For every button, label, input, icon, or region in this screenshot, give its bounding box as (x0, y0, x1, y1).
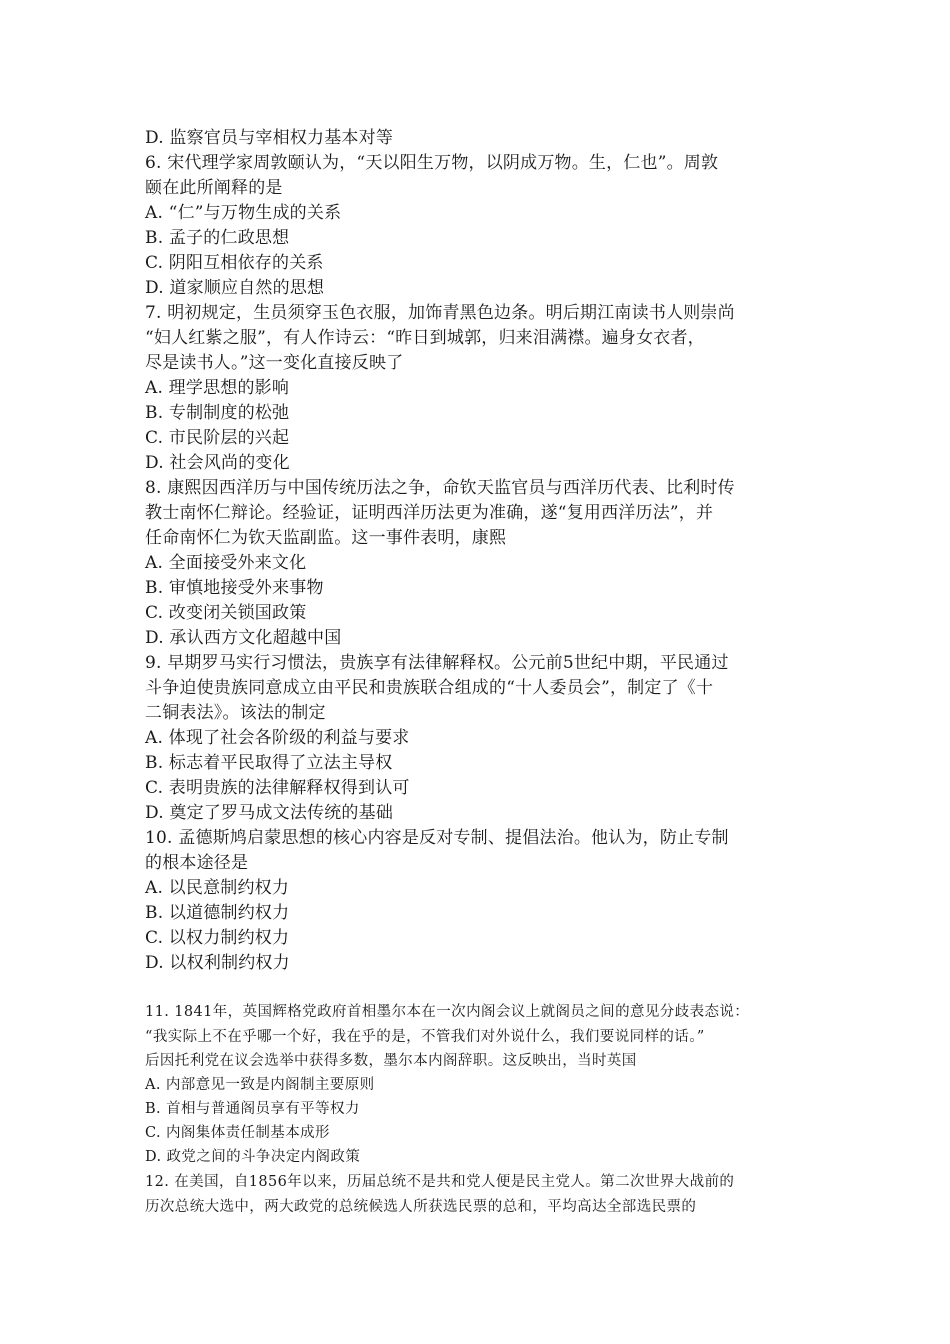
option-line: B. 专制制度的松弛 (145, 403, 290, 423)
option-line: A. 以民意制约权力 (145, 878, 290, 898)
option-line: B. 审慎地接受外来事物 (145, 578, 324, 598)
question-9-stem: 斗争迫使贵族同意成立由平民和贵族联合组成的“十人委员会”，制定了《十 (145, 678, 714, 698)
option-line: D. 社会风尚的变化 (145, 453, 290, 473)
question-9-stem: 9. 早期罗马实行习惯法，贵族享有法律解释权。公元前5世纪中期，平民通过 (145, 653, 729, 673)
option-line: D. 道家顺应自然的思想 (145, 278, 325, 298)
option-line: C. 表明贵族的法律解释权得到认可 (145, 778, 410, 798)
option-line: D. 政党之间的斗争决定内阁政策 (145, 1149, 361, 1165)
option-line: C. 阴阳互相依存的关系 (145, 253, 324, 273)
question-6-stem: 6. 宋代理学家周敦颐认为，“天以阳生万物，以阴成万物。生，仁也”。周敦 (145, 153, 719, 173)
option-line: C. 内阁集体责任制基本成形 (145, 1125, 330, 1141)
option-line: C. 以权力制约权力 (145, 928, 290, 948)
option-line: B. 标志着平民取得了立法主导权 (145, 753, 393, 773)
question-10-stem: 10. 孟德斯鸠启蒙思想的核心内容是反对专制、提倡法治。他认为，防止专制 (145, 828, 729, 848)
question-12-stem: 历次总统大选中，两大政党的总统候选人所获选民票的总和，平均高达全部选民票的 (145, 1199, 697, 1215)
option-line: A. 体现了社会各阶级的利益与要求 (145, 728, 410, 748)
question-9-stem: 二铜表法》。该法的制定 (145, 703, 326, 723)
option-line: A. 理学思想的影响 (145, 378, 290, 398)
question-12-stem: 12. 在美国，自1856年以来，历届总统不是共和党人便是民主党人。第二次世界大战前的 (145, 1174, 735, 1190)
question-11-stem: 后因托利党在议会选举中获得多数，墨尔本内阁辞职。这反映出，当时英国 (145, 1053, 637, 1069)
option-line: A. 内部意见一致是内阁制主要原则 (145, 1077, 375, 1093)
question-8-stem: 8. 康熙因西洋历与中国传统历法之争，命钦天监官员与西洋历代表、比利时传 (145, 478, 735, 498)
option-line: A. “仁”与万物生成的关系 (145, 203, 342, 223)
option-line: D. 承认西方文化超越中国 (145, 628, 342, 648)
option-line: D. 奠定了罗马成文法传统的基础 (145, 803, 394, 823)
question-10-stem: 的根本途径是 (145, 853, 249, 873)
question-8-stem: 任命南怀仁为钦天监副监。这一事件表明，康熙 (145, 528, 507, 548)
question-6-stem: 颐在此所阐释的是 (145, 178, 283, 198)
option-line: B. 以道德制约权力 (145, 903, 290, 923)
question-7-stem: “妇人红紫之服”，有人作诗云：“昨日到城郭，归来泪满襟。遍身女衣者， (145, 328, 705, 348)
option-line: B. 孟子的仁政思想 (145, 228, 290, 248)
question-11-stem: “我实际上不在乎哪一个好，我在乎的是，不管我们对外说什么，我们要说同样的话。” (145, 1029, 705, 1045)
option-line: D. 监察官员与宰相权力基本对等 (145, 128, 394, 148)
question-8-stem: 教士南怀仁辩论。经验证，证明西洋历法更为准确，遂“复用西洋历法”，并 (145, 503, 714, 523)
question-7-stem: 7. 明初规定，生员须穿玉色衣服，加饰青黑色边条。明后期江南读书人则崇尚 (145, 303, 735, 323)
option-line: A. 全面接受外来文化 (145, 553, 307, 573)
option-line: C. 市民阶层的兴起 (145, 428, 290, 448)
option-line: C. 改变闭关锁国政策 (145, 603, 307, 623)
option-line: D. 以权利制约权力 (145, 953, 290, 973)
question-11-stem: 11. 1841年，英国辉格党政府首相墨尔本在一次内阁会议上就阁员之间的意见分歧表态说： (145, 1004, 750, 1020)
option-line: B. 首相与普通阁员享有平等权力 (145, 1101, 360, 1117)
question-7-stem: 尽是读书人。”这一变化直接反映了 (145, 353, 404, 373)
